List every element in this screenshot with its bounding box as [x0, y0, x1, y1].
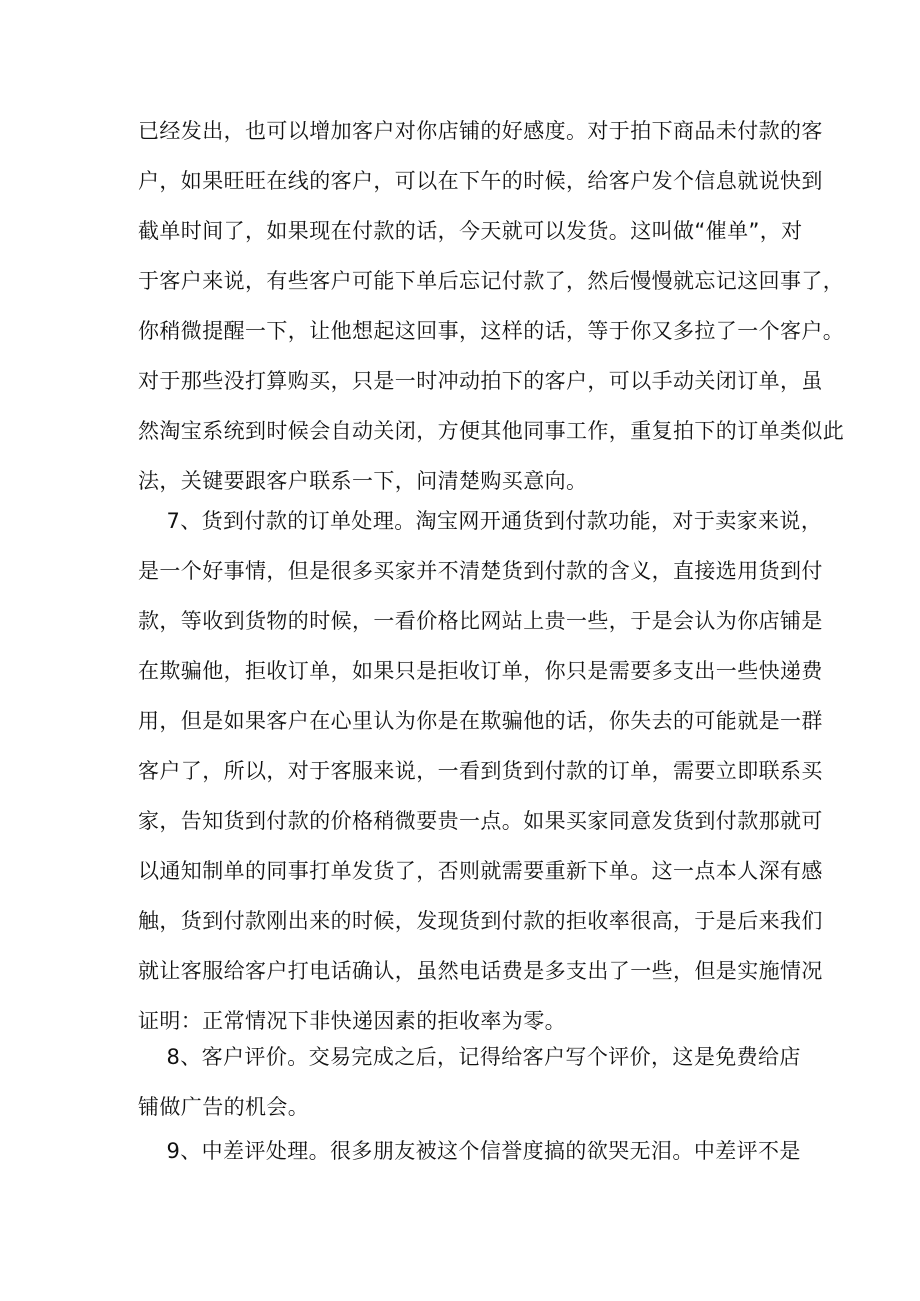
text-line: 你稍微提醒一下，让他想起这回事，这样的话，等于你又多拉了一个客户。: [138, 319, 845, 343]
text-line: 以通知制单的同事打单发货了，否则就需要重新下单。这一点本人深有感: [138, 859, 823, 883]
text-line: 7、货到付款的订单处理。淘宝网开通货到付款功能，对于卖家来说，: [138, 509, 823, 533]
text-line: 对于那些没打算购买，只是一时冲动拍下的客户，可以手动关闭订单，虽: [138, 369, 823, 393]
text-line: 证明：正常情况下非快递因素的拒收率为零。: [138, 1009, 566, 1033]
text-line: 截单时间了，如果现在付款的话，今天就可以发货。这叫做“催单”，对: [138, 219, 803, 243]
text-line: 然淘宝系统到时候会自动关闭，方便其他同事工作，重复拍下的订单类似此: [138, 419, 845, 443]
paragraph-cod-orders: [138, 496, 823, 1046]
text-line: 在欺骗他，拒收订单，如果只是拒收订单，你只是需要多支出一些快递费: [138, 659, 823, 683]
text-line: 是一个好事情，但是很多买家并不清楚货到付款的含义，直接选用货到付: [138, 559, 823, 583]
text-line: 已经发出，也可以增加客户对你店铺的好感度。对于拍下商品未付款的客: [138, 119, 823, 143]
text-line: 用，但是如果客户在心里认为你是在欺骗他的话，你失去的可能就是一群: [138, 709, 823, 733]
text-line: 款，等收到货物的时候，一看价格比网站上贵一些，于是会认为你店铺是: [138, 609, 823, 633]
text-line: 9、中差评处理。很多朋友被这个信誉度搞的欲哭无泪。中差评不是: [138, 1139, 801, 1163]
text-line: 客户了，所以，对于客服来说，一看到货到付款的订单，需要立即联系买: [138, 759, 823, 783]
text-line: 触，货到付款刚出来的时候，发现货到付款的拒收率很高，于是后来我们: [138, 909, 823, 933]
text-line: 家，告知货到付款的价格稍微要贵一点。如果买家同意发货到付款那就可: [138, 809, 823, 833]
paragraph-order-followup: [138, 106, 845, 506]
paragraph-negative-reviews: [138, 1126, 801, 1176]
text-line: 铺做广告的机会。: [138, 1095, 310, 1119]
paragraph-customer-reviews: [138, 1032, 801, 1132]
text-line: 于客户来说，有些客户可能下单后忘记付款了，然后慢慢就忘记这回事了，: [138, 269, 845, 293]
text-line: 户，如果旺旺在线的客户，可以在下午的时候，给客户发个信息就说快到: [138, 169, 823, 193]
text-line: 法，关键要跟客户联系一下，问清楚购买意向。: [138, 469, 588, 493]
text-line: 就让客服给客户打电话确认，虽然电话费是多支出了一些，但是实施情况: [138, 959, 823, 983]
text-line: 8、客户评价。交易完成之后，记得给客户写个评价，这是免费给店: [138, 1045, 801, 1069]
